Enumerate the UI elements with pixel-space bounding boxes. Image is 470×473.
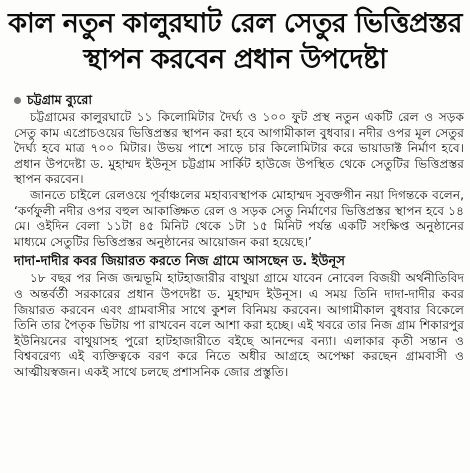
subheading: দাদা-দাদীর কবর জিয়ারত করতে নিজ গ্রামে আসছেন ড. ইউনূস bbox=[14, 254, 345, 270]
headline-line-1: কাল নতুন কালুরঘাট রেল সেতুর ভিত্তিপ্রস্তর bbox=[8, 8, 462, 39]
bullet-icon bbox=[14, 97, 21, 104]
paragraph-2: জানতে চাইলে রেলওয়ে পূর্বাঞ্চলের মহাব্যবস্থাপক মোহাম্মদ সুবক্তগীন নয়া দিগন্তকে বলেন, ‘কর্ণফুলী নদীর ওপর বহুল আকাঙ্ক্ষিত রেল ও সড়ক সেতু নির্মাণের ভিত্তিপ্রস্তর স্থাপন হবে ১৪ মে। ওইদিন বেলা ১১টা ৪৫ মিনিট থেকে ১টা ১৫ মিনিট পর্যন্ত একটি সংক্ষিপ্ত অনুষ্ঠানের মাধ্যমে সেতুটির ভিত্তিপ্রস্তর অনুষ্ঠানের আয়োজন করা হয়েছে।’ bbox=[14, 187, 464, 249]
byline-text: চট্টগ্রাম ব্যুরো bbox=[27, 92, 93, 107]
headline-line-2: স্থাপন করবেন প্রধান উপদেষ্টা bbox=[83, 44, 387, 75]
paragraph-1: চট্টগ্রামের কালুরঘাটে ১১ কিলোমিটার দৈর্ঘ্য ও ১০০ ফুট প্রস্থ নতুন একটি রেল ও সড়ক সেতু কাম এপ্রোচওয়ের ভিত্তিপ্রস্তর স্থাপন করা হবে আগামীকাল বুধবার। নদীর ওপর মূল সেতুর দৈর্ঘ্য হবে মাত্র ৭০০ মিটার। উভয় পাশে সাড়ে চার কিলোমিটার করে ভায়াডাক্ট নির্মাণ হবে। প্রধান উপদেষ্টা ড. মুহাম্মদ ইউনূস চট্টগ্রাম সার্কিট হাউজে উপস্থিত থেকে সেতুটির ভিত্তিপ্রস্তর স্থাপন করবেন। bbox=[14, 110, 464, 187]
paragraph-3: ১৮ বছর পর নিজ জন্মভূমি হাটহাজারীর বাথুয়া গ্রামে যাবেন নোবেল বিজয়ী অর্থনীতিবিদ ও অন্তর্বর্তী সরকারের প্রধান উপদেষ্টা ড. মুহাম্মদ ইউনূস। এ সময় তিনি দাদা-দাদীর কবর জিয়ারত করবেন এবং গ্রামবাসীর সাথে কুশল বিনিময় করবেন। আগামীকাল বুধবার বিকেলে তিনি তার পৈতৃক ভিটায় পা রাখবেন বলে আশা করা হচ্ছে। এই খবরে তার নিজ গ্রাম শিকারপুর ইউনিয়নের বাথুয়াসহ পুরো হাটহাজারীতে বইছে আনন্দের বন্যা। এলাকার কৃতী সন্তান ও বিশ্ববরেণ্য এই ব্যক্তিত্বকে বরণ করে নিতে অধীর আগ্রহে অপেক্ষা করছেন গ্রামবাসী ও আত্মীয়স্বজন। একই সাথে চলছে প্রশাসনিক জোর প্রস্তুতি। bbox=[14, 271, 464, 379]
headline bbox=[8, 6, 462, 78]
byline bbox=[14, 92, 470, 108]
